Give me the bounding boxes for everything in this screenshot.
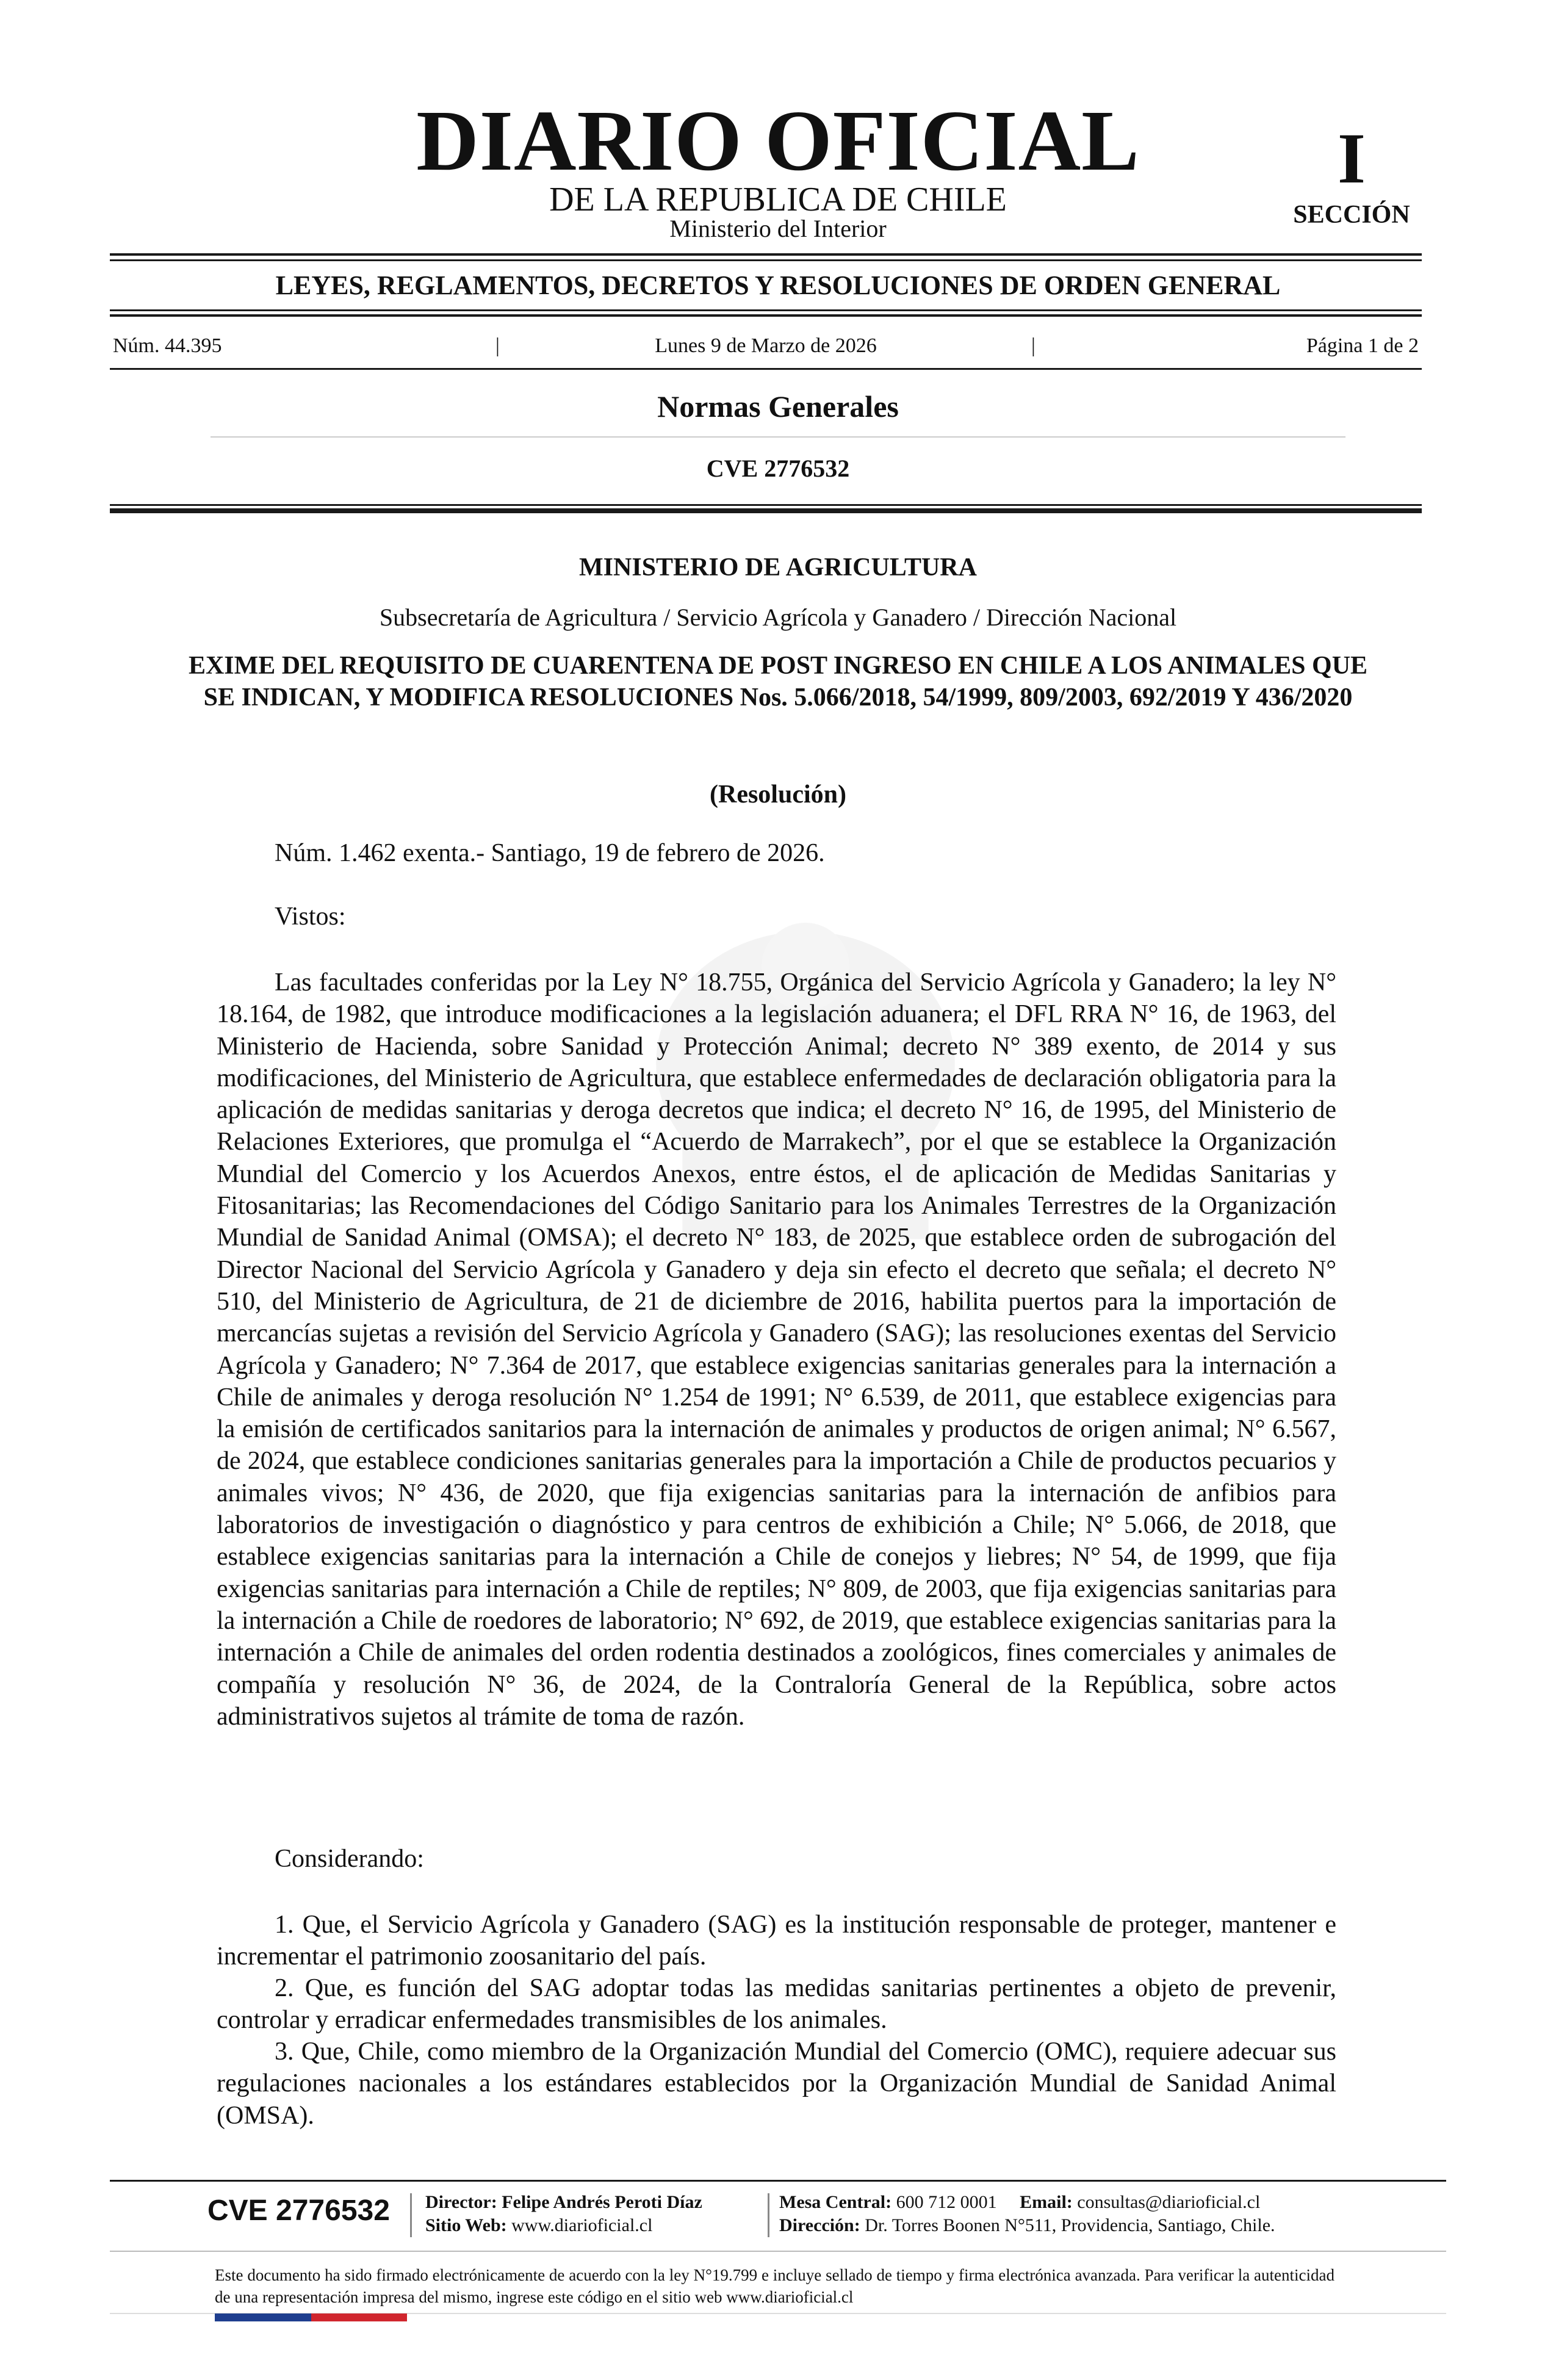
footer-contact [779,2191,1260,2214]
address-label: Dirección: [779,2215,860,2235]
laws-heading: LEYES, REGLAMENTOS, DECRETOS Y RESOLUCIONES DE ORDEN GENERAL [275,270,1281,300]
website-link[interactable]: www.diarioficial.cl [511,2215,653,2235]
flag-blue-stripe [215,2313,311,2321]
footer-separator [768,2193,769,2237]
director-label: Director: [425,2192,497,2212]
address-text: Dr. Torres Boonen N°511, Providencia, Santiago, Chile. [865,2215,1275,2235]
laws-rule-thin [110,309,1422,311]
document-organization: MINISTERIO DE AGRICULTURA [579,554,977,582]
footer-address [779,2214,1275,2237]
footer-legal-note: Este documento ha sido firmado electrónicamente de acuerdo con la ley N°19.799 e incluye sellado de tiempo y firma electrónica avanzada. Para verificar la autenticidad de una representación impresa del mismo, ingrese este código en el sitio web www.diarioficial.cl [215,2266,1334,2306]
issue-separator: | [495,334,500,357]
document-type: (Resolución) [710,781,846,809]
masthead-subtitle: DE LA REPUBLICA DE CHILE [549,181,1007,218]
document-headline: EXIME DEL REQUISITO DE CUARENTENA DE POST INGRESO EN CHILE A LOS ANIMALES QUE SE INDICAN, Y MODIFICA RESOLUCIONES Nos. 5.066/2018, 54/1999, 809/2003, 692/2019 Y 436/2020 [188,652,1368,712]
issue-page: Página 1 de 2 [1306,334,1419,357]
considerando-item: 1. Que, el Servicio Agrícola y Ganadero (SAG) es la institución responsable de proteger, mantener e incrementar el patrimonio zoosanitario del país. [217,1911,1336,1971]
vistos-label: Vistos: [275,903,346,931]
phone-number: 600 712 0001 [896,2192,997,2212]
website-label: Sitio Web: [425,2215,507,2235]
laws-rule [110,314,1422,317]
issue-number: Núm. 44.395 [113,334,222,357]
masthead-rule-top [110,253,1422,256]
chile-flag-bar [215,2313,407,2321]
document-suborganization: Subsecretaría de Agricultura / Servicio Agrícola y Ganadero / Dirección Nacional [379,604,1177,631]
email-link[interactable]: consultas@diarioficial.cl [1077,2192,1261,2212]
masthead-rule-top-thin [110,259,1422,261]
considerando-item: 2. Que, es función del SAG adoptar todas las medidas sanitarias pertinentes a objeto de prevenir, controlar y erradicar enfermedades transmisibles de los animales. [217,1974,1336,2035]
considerando-label: Considerando: [275,1845,424,1873]
footer-cve-code: CVE 2776532 [207,2194,390,2227]
cve-code: CVE 2776532 [706,455,850,482]
header-rule-thin [110,504,1422,506]
masthead-title: DIARIO OFICIAL [416,92,1140,189]
issue-rule [110,368,1422,370]
section-divider [211,436,1345,438]
footer-director [425,2191,702,2214]
footer-separator [410,2193,412,2237]
phone-label: Mesa Central: [779,2192,892,2212]
issue-date: Lunes 9 de Marzo de 2026 [655,334,877,357]
section-number: I [1338,118,1366,198]
considerando-item: 3. Que, Chile, como miembro de la Organización Mundial del Comercio (OMC), requiere adecuar sus regulaciones nacionales a los estándares establecidos por la Organización Mundial de Sanidad Animal (OMSA). [217,2038,1336,2130]
header-rule-thick [110,508,1422,513]
section-label: SECCIÓN [1293,201,1410,229]
vistos-paragraph: Las facultades conferidas por la Ley N° 18.755, Orgánica del Servicio Agrícola y Ganadero; la ley N° 18.164, de 1982, que introduce modificaciones a la legislación aduanera; el DFL RRA N° 16, de 1963, del Ministerio de Hacienda, sobre Sanidad y Protección Animal; decreto N° 389 exento, de 2014 y sus modificaciones, del Ministerio de Agricultura, que establece enfermedades de declaración obligatoria para la aplicación de medidas sanitarias y deroga decretos que indica; el decreto N° 16, de 1995, del Ministerio de Relaciones Exteriores, que promulga el “Acuerdo de Marrakech”, por el que se establece la Organización Mundial del Comercio y los Acuerdos Anexos, entre éstos, el de aplicación de Medidas Sanitarias y Fitosanitarias; las Recomendaciones del Código Sanitario para los Animales Terrestres de la Organización Mundial de Sanidad Animal (OMSA); el decreto N° 183, de 2025, que establece orden de subrogación del Director Nacional del Servicio Agrícola y Ganadero y deja sin efecto el decreto que señala; el decreto N° 510, del Ministerio de Agricultura, de 21 de diciembre de 2016, habilita puertos para la importación de mercancías sujetas a revisión del Servicio Agrícola y Ganadero (SAG); las resoluciones exentas del Servicio Agrícola y Ganadero; N° 7.364 de 2017, que establece exigencias sanitarias generales para la internación a Chile de animales y deroga resolución N° 1.254 de 1991; N° 6.539, de 2011, que establece exigencias para la emisión de certificados sanitarios para la internación de animales y productos de origen animal; N° 6.567, de 2024, que establece condiciones sanitarias generales para la importación a Chile de productos pecuarios y animales vivos; N° 436, de 2020, que fija exigencias sanitarias para la internación de anfibios para laboratorios de investigación o diagnóstico y para centros de exhibición a Chile; N° 5.066, de 2018, que establece exigencias sanitarias para la internación a Chile de conejos y liebres; N° 54, de 1999, que fija exigencias sanitarias para internación a Chile de reptiles; N° 809, de 2003, que fija exigencias sanitarias para la internación a Chile de roedores de laboratorio; N° 692, de 2019, que establece exigencias sanitarias para la internación a Chile de animales del orden rodentia destinados a zoológicos, fines comerciales y animales de compañía y resolución N° 36, de 2024, de la Contraloría General de la República, sobre actos administrativos sujetos al trámite de toma de razón. [217,968,1336,1731]
footer-website [425,2214,652,2237]
masthead-ministry: Ministerio del Interior [669,215,887,242]
resolution-number-line: Núm. 1.462 exenta.- Santiago, 19 de febrero de 2026. [275,839,825,867]
footer-rule [110,2180,1446,2182]
section-name: Normas Generales [657,389,899,424]
issue-separator: | [1031,334,1036,357]
director-name: Felipe Andrés Peroti Díaz [502,2192,702,2212]
footer-divider [110,2251,1446,2252]
flag-red-stripe [311,2313,407,2321]
email-label: Email: [1020,2192,1073,2212]
